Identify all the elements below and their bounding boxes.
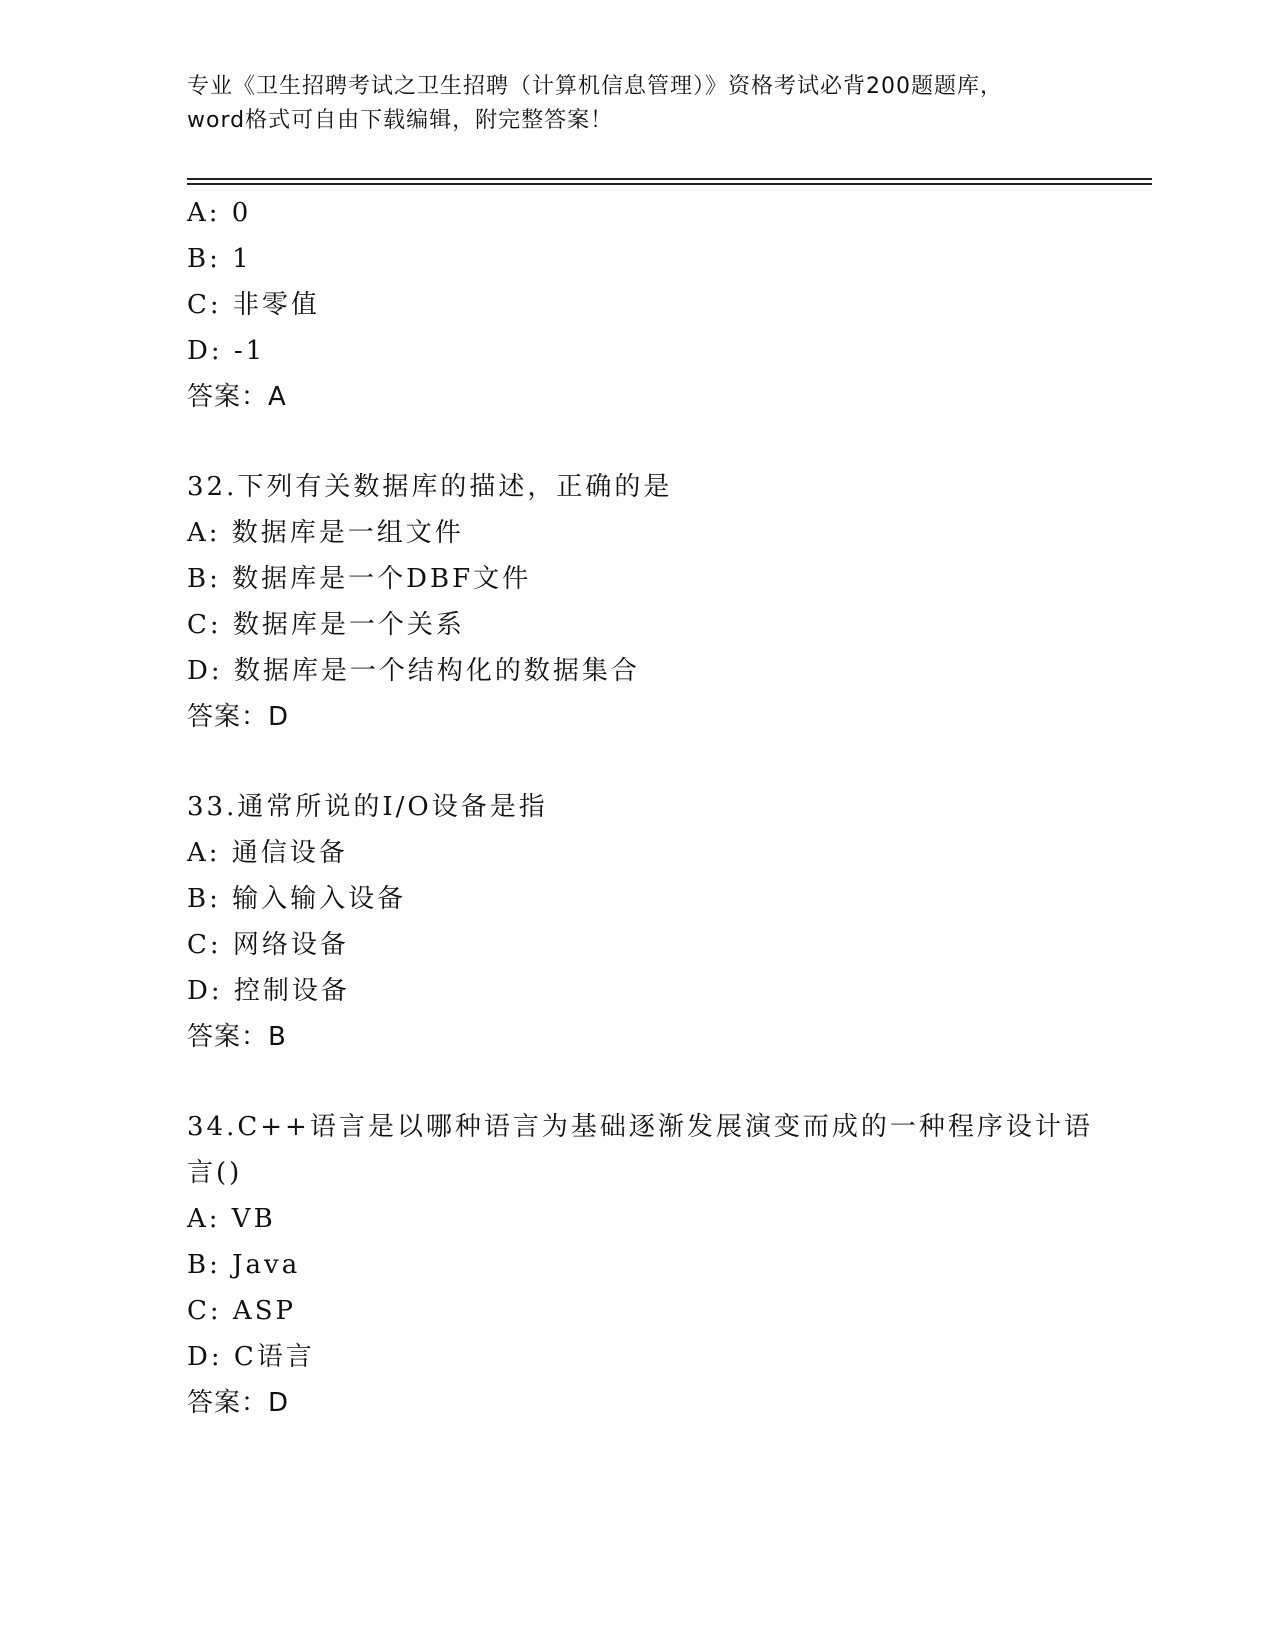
option-a: A: VB bbox=[187, 1204, 276, 1234]
option-d: D: C语言 bbox=[187, 1342, 315, 1372]
option-b: B: Java bbox=[187, 1250, 301, 1280]
header-line-2: word格式可自由下载编辑，附完整答案！ bbox=[187, 108, 614, 133]
option-a: A: 数据库是一组文件 bbox=[187, 518, 464, 548]
header-line-1: 专业《卫生招聘考试之卫生招聘（计算机信息管理）》资格考试必背200题题库， bbox=[187, 74, 1003, 99]
option-c: C: ASP bbox=[187, 1296, 296, 1326]
answer-line: 答案：D bbox=[187, 1388, 290, 1418]
question-33 bbox=[187, 784, 1087, 1060]
question-32 bbox=[187, 464, 1087, 740]
answer-line: 答案：D bbox=[187, 702, 290, 732]
question-stem: 33.通常所说的I/O设备是指 bbox=[187, 792, 548, 822]
question-spacer bbox=[187, 1060, 1087, 1104]
question-spacer bbox=[187, 740, 1087, 784]
option-b: B: 数据库是一个DBF文件 bbox=[187, 564, 532, 594]
option-d: D: 控制设备 bbox=[187, 976, 350, 1006]
answer-line: 答案：A bbox=[187, 382, 287, 412]
option-a: A: 0 bbox=[187, 198, 252, 228]
option-c: C: 非零值 bbox=[187, 290, 320, 320]
option-c: C: 网络设备 bbox=[187, 930, 349, 960]
header-divider-bottom bbox=[187, 183, 1152, 185]
question-31 bbox=[187, 190, 1087, 420]
option-a: A: 通信设备 bbox=[187, 838, 348, 868]
question-stem-line-2: 言() bbox=[187, 1158, 243, 1188]
answer-line: 答案：B bbox=[187, 1022, 287, 1052]
header-divider-top bbox=[187, 178, 1152, 180]
question-spacer bbox=[187, 420, 1087, 464]
document-header bbox=[187, 70, 1087, 138]
option-d: D: -1 bbox=[187, 336, 266, 366]
question-stem: 32.下列有关数据库的描述，正确的是 bbox=[187, 472, 673, 502]
question-list bbox=[187, 190, 1093, 1426]
question-stem-line-1: 34.C++语言是以哪种语言为基础逐渐发展演变而成的一种程序设计语 bbox=[187, 1112, 1093, 1142]
option-b: B: 输入输入设备 bbox=[187, 884, 407, 914]
question-34 bbox=[187, 1104, 1093, 1426]
option-b: B: 1 bbox=[187, 244, 252, 274]
option-d: D: 数据库是一个结构化的数据集合 bbox=[187, 656, 640, 686]
option-c: C: 数据库是一个关系 bbox=[187, 610, 465, 640]
